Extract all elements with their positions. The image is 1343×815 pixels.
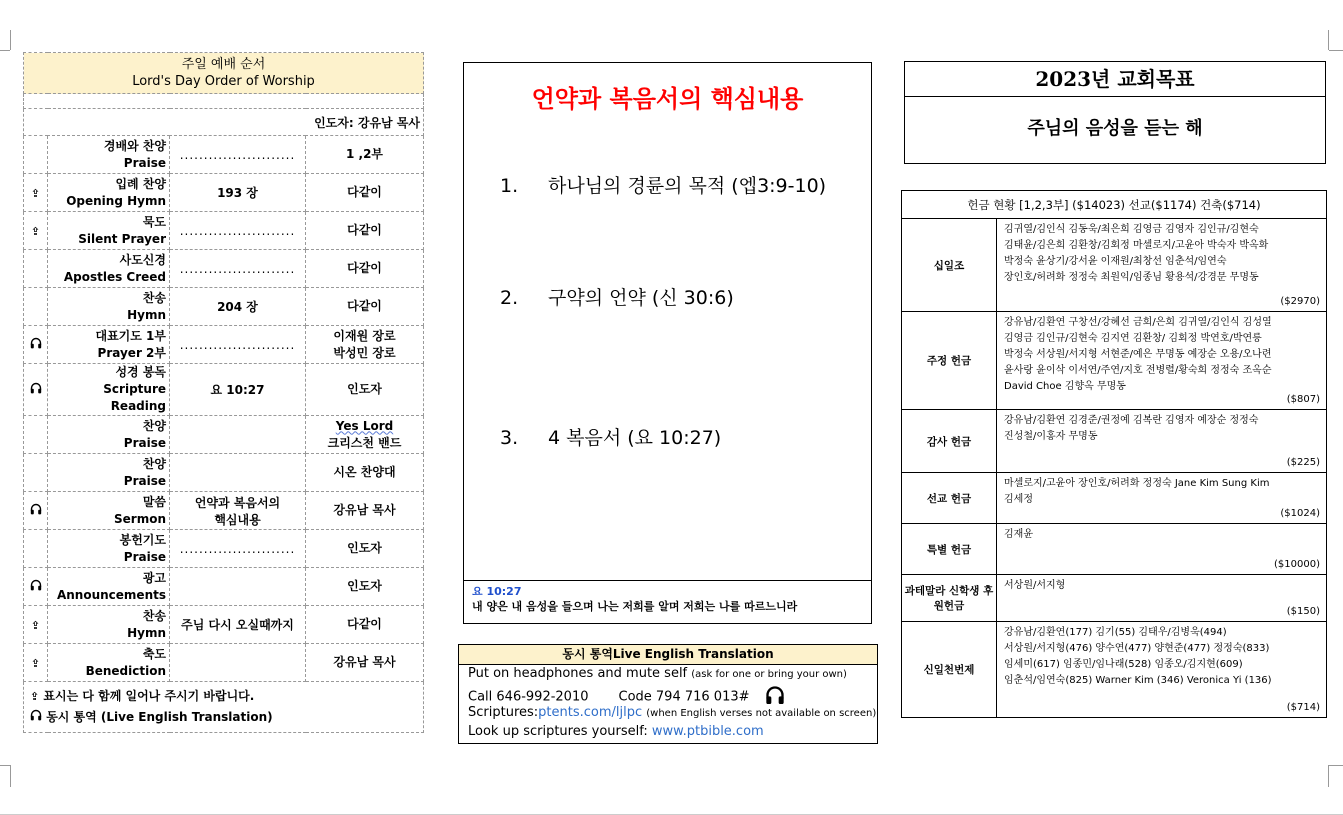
worship-row-icon bbox=[24, 212, 48, 250]
worship-row-icon bbox=[24, 288, 48, 326]
offering-names-line: 윤사랑 윤이삭 이서연/주연/지호 전병렬/황숙희 정정숙 조옥순 bbox=[1004, 365, 1272, 376]
offering-label: 신일천번제 bbox=[902, 622, 997, 718]
standing-icon: ⇪ bbox=[30, 618, 41, 632]
leader-row bbox=[24, 109, 424, 136]
worship-detail: 주님 다시 오실때까지 bbox=[170, 606, 306, 644]
offering-names bbox=[997, 575, 1327, 622]
worship-leader-cell: 다같이 bbox=[306, 606, 424, 644]
offering-amount: ($1024) bbox=[1280, 508, 1320, 519]
worship-rows bbox=[24, 136, 424, 682]
worship-leader-cell: 인도자 bbox=[306, 364, 424, 416]
church-goal-subtitle: 주님의 음성을 듣는 해 bbox=[1027, 118, 1203, 139]
offering-names-line: 마셀로지/고윤아 장인호/허려화 정정숙 Jane Kim Sung Kim bbox=[1004, 478, 1270, 489]
worship-row bbox=[24, 326, 424, 364]
worship-detail: ........................ bbox=[170, 250, 306, 288]
translation-line-lookup: Look up scriptures yourself: www.ptbible.com bbox=[468, 724, 764, 739]
church-goal-title: 2023년 교회목표 bbox=[905, 62, 1325, 97]
offering-names-line: 김태윤/김은희 김환창/김회정 마셀로지/고윤아 박숙자 박옥화 bbox=[1004, 240, 1269, 251]
headphones-icon bbox=[30, 337, 42, 352]
worship-detail: 요 10:27 bbox=[170, 364, 306, 416]
offering-names-line: 강유남/김환연 김경준/권정예 김복란 김영자 예장순 정정숙 bbox=[1004, 415, 1259, 426]
offering-label: 과테말라 신학생 후원헌금 bbox=[902, 575, 997, 622]
translation-line-scriptures: Scriptures:ptents.com/ljlpc (when English verses not available on screen) bbox=[468, 705, 877, 720]
worship-row bbox=[24, 454, 424, 492]
worship-detail: 언약과 복음서의 핵심내용 bbox=[170, 492, 306, 530]
worship-row-icon bbox=[24, 568, 48, 606]
worship-item: 입례 찬양 Opening Hymn bbox=[48, 174, 170, 212]
worship-leader-cell: 강유남 목사 bbox=[306, 492, 424, 530]
note-standing bbox=[30, 686, 420, 707]
worship-detail: ........................ bbox=[170, 530, 306, 568]
worship-detail bbox=[170, 568, 306, 606]
offering-label: 주정 헌금 bbox=[902, 312, 997, 410]
worship-row bbox=[24, 364, 424, 416]
worship-item: 광고 Announcements bbox=[48, 568, 170, 606]
worship-row bbox=[24, 644, 424, 682]
worship-row bbox=[24, 492, 424, 530]
headphones-icon bbox=[30, 382, 42, 397]
standing-icon: ⇪ bbox=[30, 656, 41, 670]
worship-order-table bbox=[23, 52, 424, 733]
worship-leader-cell: Yes Lord 크리스천 밴드 bbox=[306, 416, 424, 454]
worship-row-icon bbox=[24, 136, 48, 174]
crop-mark bbox=[1329, 765, 1343, 766]
worship-item: 찬송 Hymn bbox=[48, 606, 170, 644]
worship-leader-cell: 시온 찬양대 bbox=[306, 454, 424, 492]
worship-row bbox=[24, 530, 424, 568]
offering-names-line: 김세정 bbox=[1004, 494, 1033, 505]
note-standing-text: 표시는 다 함께 일어나 주시기 바랍니다. bbox=[43, 689, 255, 703]
worship-item: 찬송 Hymn bbox=[48, 288, 170, 326]
worship-title-row bbox=[24, 53, 424, 94]
worship-detail: 204 장 bbox=[170, 288, 306, 326]
worship-item: 사도신경 Apostles Creed bbox=[48, 250, 170, 288]
offering-row bbox=[902, 622, 1327, 718]
offering-amount: ($225) bbox=[1286, 457, 1320, 468]
worship-item: 말씀 Sermon bbox=[48, 492, 170, 530]
offering-names bbox=[997, 410, 1327, 473]
crop-mark bbox=[0, 50, 10, 51]
offering-row bbox=[902, 219, 1327, 312]
spacer-row bbox=[24, 94, 424, 109]
worship-leader-cell: 다같이 bbox=[306, 212, 424, 250]
offering-names-line: 서상원/서지형 bbox=[1004, 580, 1066, 591]
worship-item: 대표기도 1부 Prayer 2부 bbox=[48, 326, 170, 364]
worship-leader-cell: 1 ,2부 bbox=[306, 136, 424, 174]
worship-detail bbox=[170, 644, 306, 682]
offering-names bbox=[997, 524, 1327, 575]
worship-row-icon bbox=[24, 492, 48, 530]
offering-names bbox=[997, 219, 1327, 312]
worship-row-icon bbox=[24, 250, 48, 288]
worship-row-icon bbox=[24, 644, 48, 682]
divider bbox=[464, 580, 871, 581]
worship-item: 경배와 찬양 Praise bbox=[48, 136, 170, 174]
offering-names-line: David Choe 김향옥 무명동 bbox=[1004, 381, 1126, 392]
translation-box bbox=[458, 644, 878, 744]
offering-amount: ($10000) bbox=[1274, 559, 1320, 570]
worship-detail: 193 장 bbox=[170, 174, 306, 212]
offering-header-row bbox=[902, 191, 1327, 219]
standing-icon: ⇪ bbox=[30, 186, 41, 200]
offering-names-line: 김귀열/김인식 김동욱/최은희 김영금 김영자 김인규/김현숙 bbox=[1004, 224, 1259, 235]
outline-item-2: 2. 구약의 언약 (신 30:6) bbox=[500, 287, 734, 309]
ptbible-link[interactable]: www.ptbible.com bbox=[651, 724, 764, 739]
worship-detail: ........................ bbox=[170, 212, 306, 250]
offering-names-line: 서상원/서지형(476) 양수연(477) 양현준(477) 정정숙(833) bbox=[1004, 643, 1270, 654]
offering-label: 감사 헌금 bbox=[902, 410, 997, 473]
offering-label: 선교 헌금 bbox=[902, 473, 997, 524]
verse-text: 내 양은 내 음성을 들으며 나는 저희를 알며 저희는 나를 따르느니라 bbox=[472, 600, 798, 613]
offering-names-line: 임춘석/임연숙(825) Warner Kim (346) Veronica Yi (136) bbox=[1004, 675, 1272, 686]
crop-mark bbox=[10, 765, 11, 787]
worship-row-icon bbox=[24, 416, 48, 454]
translation-header: 동시 통역Live English Translation bbox=[459, 645, 877, 665]
offering-names bbox=[997, 473, 1327, 524]
worship-detail bbox=[170, 454, 306, 492]
worship-detail: ........................ bbox=[170, 326, 306, 364]
worship-item: 성경 봉독 Scripture Reading bbox=[48, 364, 170, 416]
offering-amount: ($150) bbox=[1286, 606, 1320, 617]
worship-item: 축도 Benediction bbox=[48, 644, 170, 682]
worship-row-icon bbox=[24, 326, 48, 364]
standing-icon: ⇪ bbox=[30, 224, 41, 238]
translation-line-headphones: Put on headphones and mute self (ask for one or bring your own) bbox=[468, 666, 847, 681]
worship-row bbox=[24, 606, 424, 644]
offering-names-line: 진성철/이홍자 무명동 bbox=[1004, 431, 1098, 442]
verse-reference: 요 10:27 bbox=[472, 585, 522, 598]
offering-names-line: 임세미(617) 임종민/임나래(528) 임종오/김지현(609) bbox=[1004, 659, 1243, 670]
offering-table bbox=[901, 190, 1327, 718]
offering-names-line: 김영금 김인규/김현숙 김지연 김환창/ 김회정 박연호/박연릉 bbox=[1004, 333, 1262, 344]
offering-row bbox=[902, 410, 1327, 473]
worship-row-icon bbox=[24, 364, 48, 416]
offering-names-line: 강유남/김환연 구창선/강혜선 금희/은희 김귀열/김인식 김성열 bbox=[1004, 317, 1272, 328]
headphones-icon bbox=[30, 503, 42, 518]
crop-mark bbox=[0, 765, 10, 766]
note-translation bbox=[30, 707, 420, 728]
worship-item: 찬양 Praise bbox=[48, 416, 170, 454]
worship-row bbox=[24, 250, 424, 288]
offering-label: 특별 헌금 bbox=[902, 524, 997, 575]
offering-names-line: 장인호/허려화 정정숙 최원익/임종님 황용석/강경문 무명동 bbox=[1004, 272, 1259, 283]
offering-names bbox=[997, 622, 1327, 718]
worship-row-icon bbox=[24, 454, 48, 492]
offering-label: 십일조 bbox=[902, 219, 997, 312]
crop-mark bbox=[10, 30, 11, 50]
outline-item-3: 3. 4 복음서 (요 10:27) bbox=[500, 427, 722, 449]
worship-leader: 인도자: 강유남 목사 bbox=[24, 109, 424, 136]
crop-mark bbox=[1328, 30, 1329, 50]
offering-rows bbox=[902, 219, 1327, 718]
worship-item: 찬양 Praise bbox=[48, 454, 170, 492]
offering-names-line: 박정숙 윤상기/강서윤 이재원/최창선 임춘석/임연숙 bbox=[1004, 256, 1227, 267]
offering-row bbox=[902, 312, 1327, 410]
worship-leader-cell: 다같이 bbox=[306, 288, 424, 326]
call-number: Call 646-992-2010 bbox=[468, 689, 589, 705]
worship-row-icon bbox=[24, 174, 48, 212]
headphones-icon bbox=[30, 707, 42, 728]
worship-row bbox=[24, 288, 424, 326]
standing-icon: ⇪ bbox=[30, 690, 40, 703]
crop-mark bbox=[1328, 765, 1329, 787]
offering-row bbox=[902, 575, 1327, 622]
headphones-icon bbox=[30, 579, 42, 594]
worship-notes-row bbox=[24, 682, 424, 733]
worship-row bbox=[24, 136, 424, 174]
worship-title-en: Lord's Day Order of Worship bbox=[132, 74, 315, 89]
meeting-code: Code 794 716 013# bbox=[618, 689, 750, 705]
note-translation-text: 동시 통역 (Live English Translation) bbox=[46, 710, 273, 724]
worship-leader-cell: 다같이 bbox=[306, 174, 424, 212]
worship-leader-cell: 이재원 장로 박성민 장로 bbox=[306, 326, 424, 364]
worship-row bbox=[24, 416, 424, 454]
worship-title-ko: 주일 예배 순서 bbox=[181, 57, 266, 72]
worship-row bbox=[24, 212, 424, 250]
offering-amount: ($714) bbox=[1286, 702, 1320, 713]
scriptures-link[interactable]: ptents.com/ljlpc bbox=[538, 705, 643, 720]
worship-leader-cell: 인도자 bbox=[306, 568, 424, 606]
offering-names-line: 김재윤 bbox=[1004, 529, 1033, 540]
outline-item-1: 1. 하나님의 경륜의 목적 (엡3:9-10) bbox=[500, 175, 827, 197]
worship-leader-cell: 다같이 bbox=[306, 250, 424, 288]
offering-row bbox=[902, 473, 1327, 524]
worship-row-icon bbox=[24, 530, 48, 568]
worship-detail: ........................ bbox=[170, 136, 306, 174]
offering-names bbox=[997, 312, 1327, 410]
church-goal-box bbox=[904, 61, 1326, 164]
worship-leader-cell: 강유남 목사 bbox=[306, 644, 424, 682]
offering-row bbox=[902, 524, 1327, 575]
offering-names-line: 강유남/김환연(177) 김기(55) 김태우/김병욱(494) bbox=[1004, 627, 1227, 638]
offering-amount: ($2970) bbox=[1280, 296, 1320, 307]
worship-row bbox=[24, 174, 424, 212]
worship-row-icon bbox=[24, 606, 48, 644]
offering-summary: 헌금 현황 [1,2,3부] ($14023) 선교($1174) 건축($714) bbox=[902, 191, 1327, 219]
crop-mark bbox=[1329, 50, 1343, 51]
worship-row bbox=[24, 568, 424, 606]
offering-amount: ($807) bbox=[1286, 394, 1320, 405]
sermon-outline-box bbox=[463, 62, 872, 624]
worship-item: 봉헌기도 Praise bbox=[48, 530, 170, 568]
worship-leader-cell: 인도자 bbox=[306, 530, 424, 568]
sermon-outline-title: 언약과 복음서의 핵심내용 bbox=[531, 85, 804, 113]
offering-names-line: 박정숙 서상원/서지형 서현준/예은 무명동 예장순 오용/오나련 bbox=[1004, 349, 1272, 360]
worship-item: 묵도 Silent Prayer bbox=[48, 212, 170, 250]
worship-detail bbox=[170, 416, 306, 454]
